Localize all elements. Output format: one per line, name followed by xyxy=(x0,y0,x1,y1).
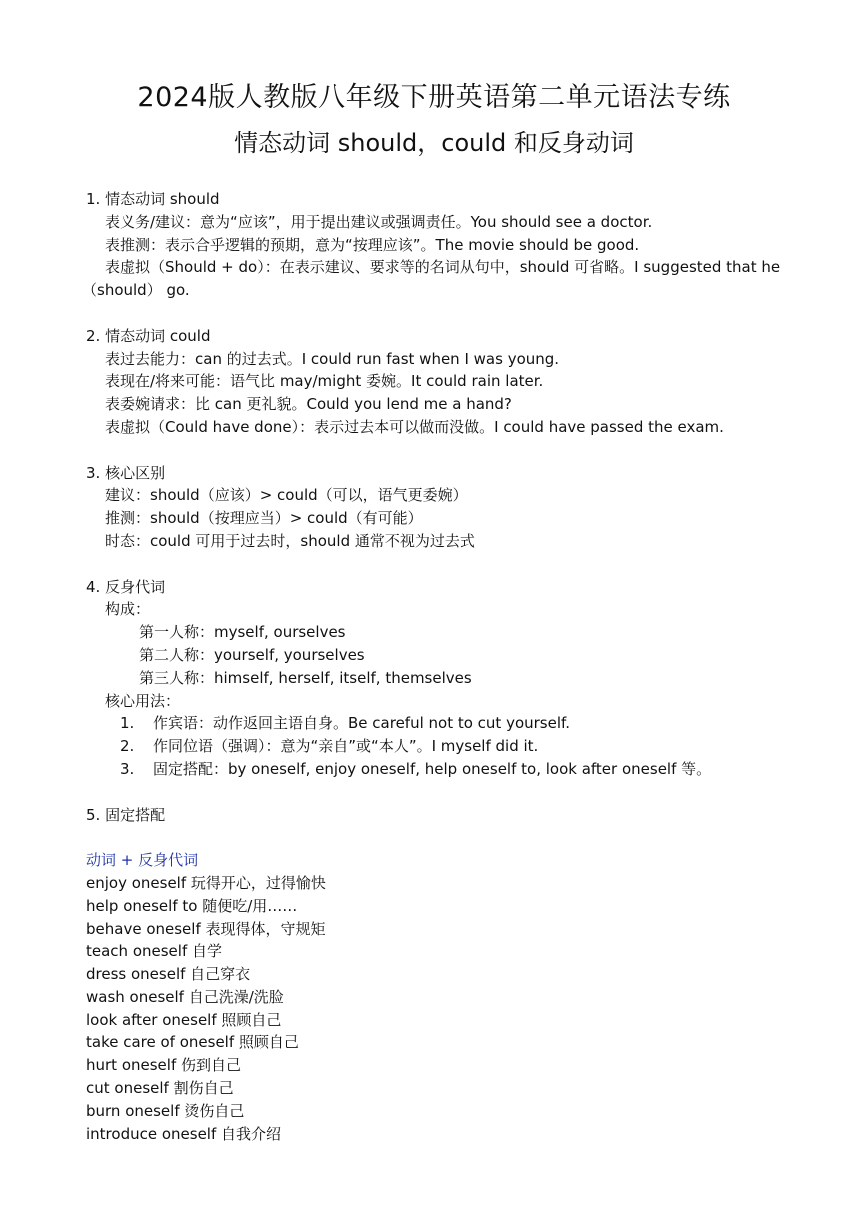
section-1-line: 表义务/建议：意为“应该”，用于提出建议或强调责任。You should see a doctor. xyxy=(105,212,653,231)
phrase-item: introduce oneself 自我介绍 xyxy=(86,1124,282,1143)
section-3-line: 建议：should（应该）> could（可以，语气更委婉） xyxy=(105,486,468,505)
usage-item-text: 作宾语：动作返回主语自身。Be careful not to cut yourself. xyxy=(153,714,570,733)
phrase-item: look after oneself 照顾自己 xyxy=(86,1010,282,1029)
section-4-heading: 4. 反身代词 xyxy=(86,577,166,596)
phrase-item: help oneself to 随便吃/用…… xyxy=(86,896,298,915)
usage-item-number: 2. xyxy=(120,737,135,756)
page-subtitle: 情态动词 should，could 和反身动词 xyxy=(234,129,634,157)
section-3-line: 推测：should（按理应当）> could（有可能） xyxy=(105,509,423,528)
section-1-line-continued: （should） go. xyxy=(82,281,190,300)
section-4-person-line: 第一人称：myself, ourselves xyxy=(139,623,346,642)
section-1-line: 表虚拟（Should + do）：在表示建议、要求等的名词从句中，should 可省略。I suggested that he xyxy=(105,258,781,277)
phrase-item: enjoy oneself 玩得开心，过得愉快 xyxy=(86,873,326,892)
usage-item xyxy=(86,758,816,781)
section-4-form-label: 构成： xyxy=(105,600,151,619)
section-1-heading: 1. 情态动词 should xyxy=(86,190,220,208)
phrase-item: take care of oneself 照顾自己 xyxy=(86,1033,299,1052)
section-2-line: 表过去能力：can 的过去式。I could run fast when I was young. xyxy=(105,349,560,368)
section-3-heading: 3. 核心区别 xyxy=(86,463,166,482)
phrase-item: burn oneself 烫伤自己 xyxy=(86,1101,245,1120)
usage-item-text: 作同位语（强调）：意为“亲自”或“本人”。I myself did it. xyxy=(153,737,539,756)
document-body xyxy=(82,188,816,1145)
usage-item xyxy=(86,712,816,735)
usage-item-number: 1. xyxy=(120,714,135,733)
usage-item-text: 固定搭配：by oneself, enjoy oneself, help oneself to, look after oneself 等。 xyxy=(153,759,712,778)
phrase-item: wash oneself 自己洗澡/洗脸 xyxy=(86,987,284,1006)
page-title: 2024版人教版八年级下册英语第二单元语法专练 xyxy=(137,82,731,113)
usage-item xyxy=(86,735,816,758)
section-2-line: 表委婉请求：比 can 更礼貌。Could you lend me a hand? xyxy=(105,395,512,414)
phrase-group-heading: 动词 + 反身代词 xyxy=(86,851,199,870)
section-4-person-line: 第三人称：himself, herself, itself, themselves xyxy=(139,668,472,687)
phrase-item: hurt oneself 伤到自己 xyxy=(86,1056,242,1075)
section-2-line: 表现在/将来可能：语气比 may/might 委婉。It could rain later. xyxy=(105,372,544,391)
section-4-usage-label: 核心用法： xyxy=(105,691,181,710)
section-3-line: 时态：could 可用于过去时，should 通常不视为过去式 xyxy=(105,531,475,550)
phrase-item: behave oneself 表现得体，守规矩 xyxy=(86,919,326,938)
phrase-item: teach oneself 自学 xyxy=(86,942,222,961)
usage-item-number: 3. xyxy=(120,759,135,778)
section-2-heading: 2. 情态动词 could xyxy=(86,326,211,345)
section-2-line: 表虚拟（Could have done）：表示过去本可以做而没做。I could have passed the exam. xyxy=(105,417,724,436)
section-4-person-line: 第二人称：yourself, yourselves xyxy=(139,645,365,664)
phrase-item: dress oneself 自己穿衣 xyxy=(86,965,251,984)
section-5-heading: 5. 固定搭配 xyxy=(86,805,166,824)
phrase-item: cut oneself 割伤自己 xyxy=(86,1079,234,1098)
section-1-line: 表推测：表示合乎逻辑的预期，意为“按理应该”。The movie should be good. xyxy=(105,235,640,254)
